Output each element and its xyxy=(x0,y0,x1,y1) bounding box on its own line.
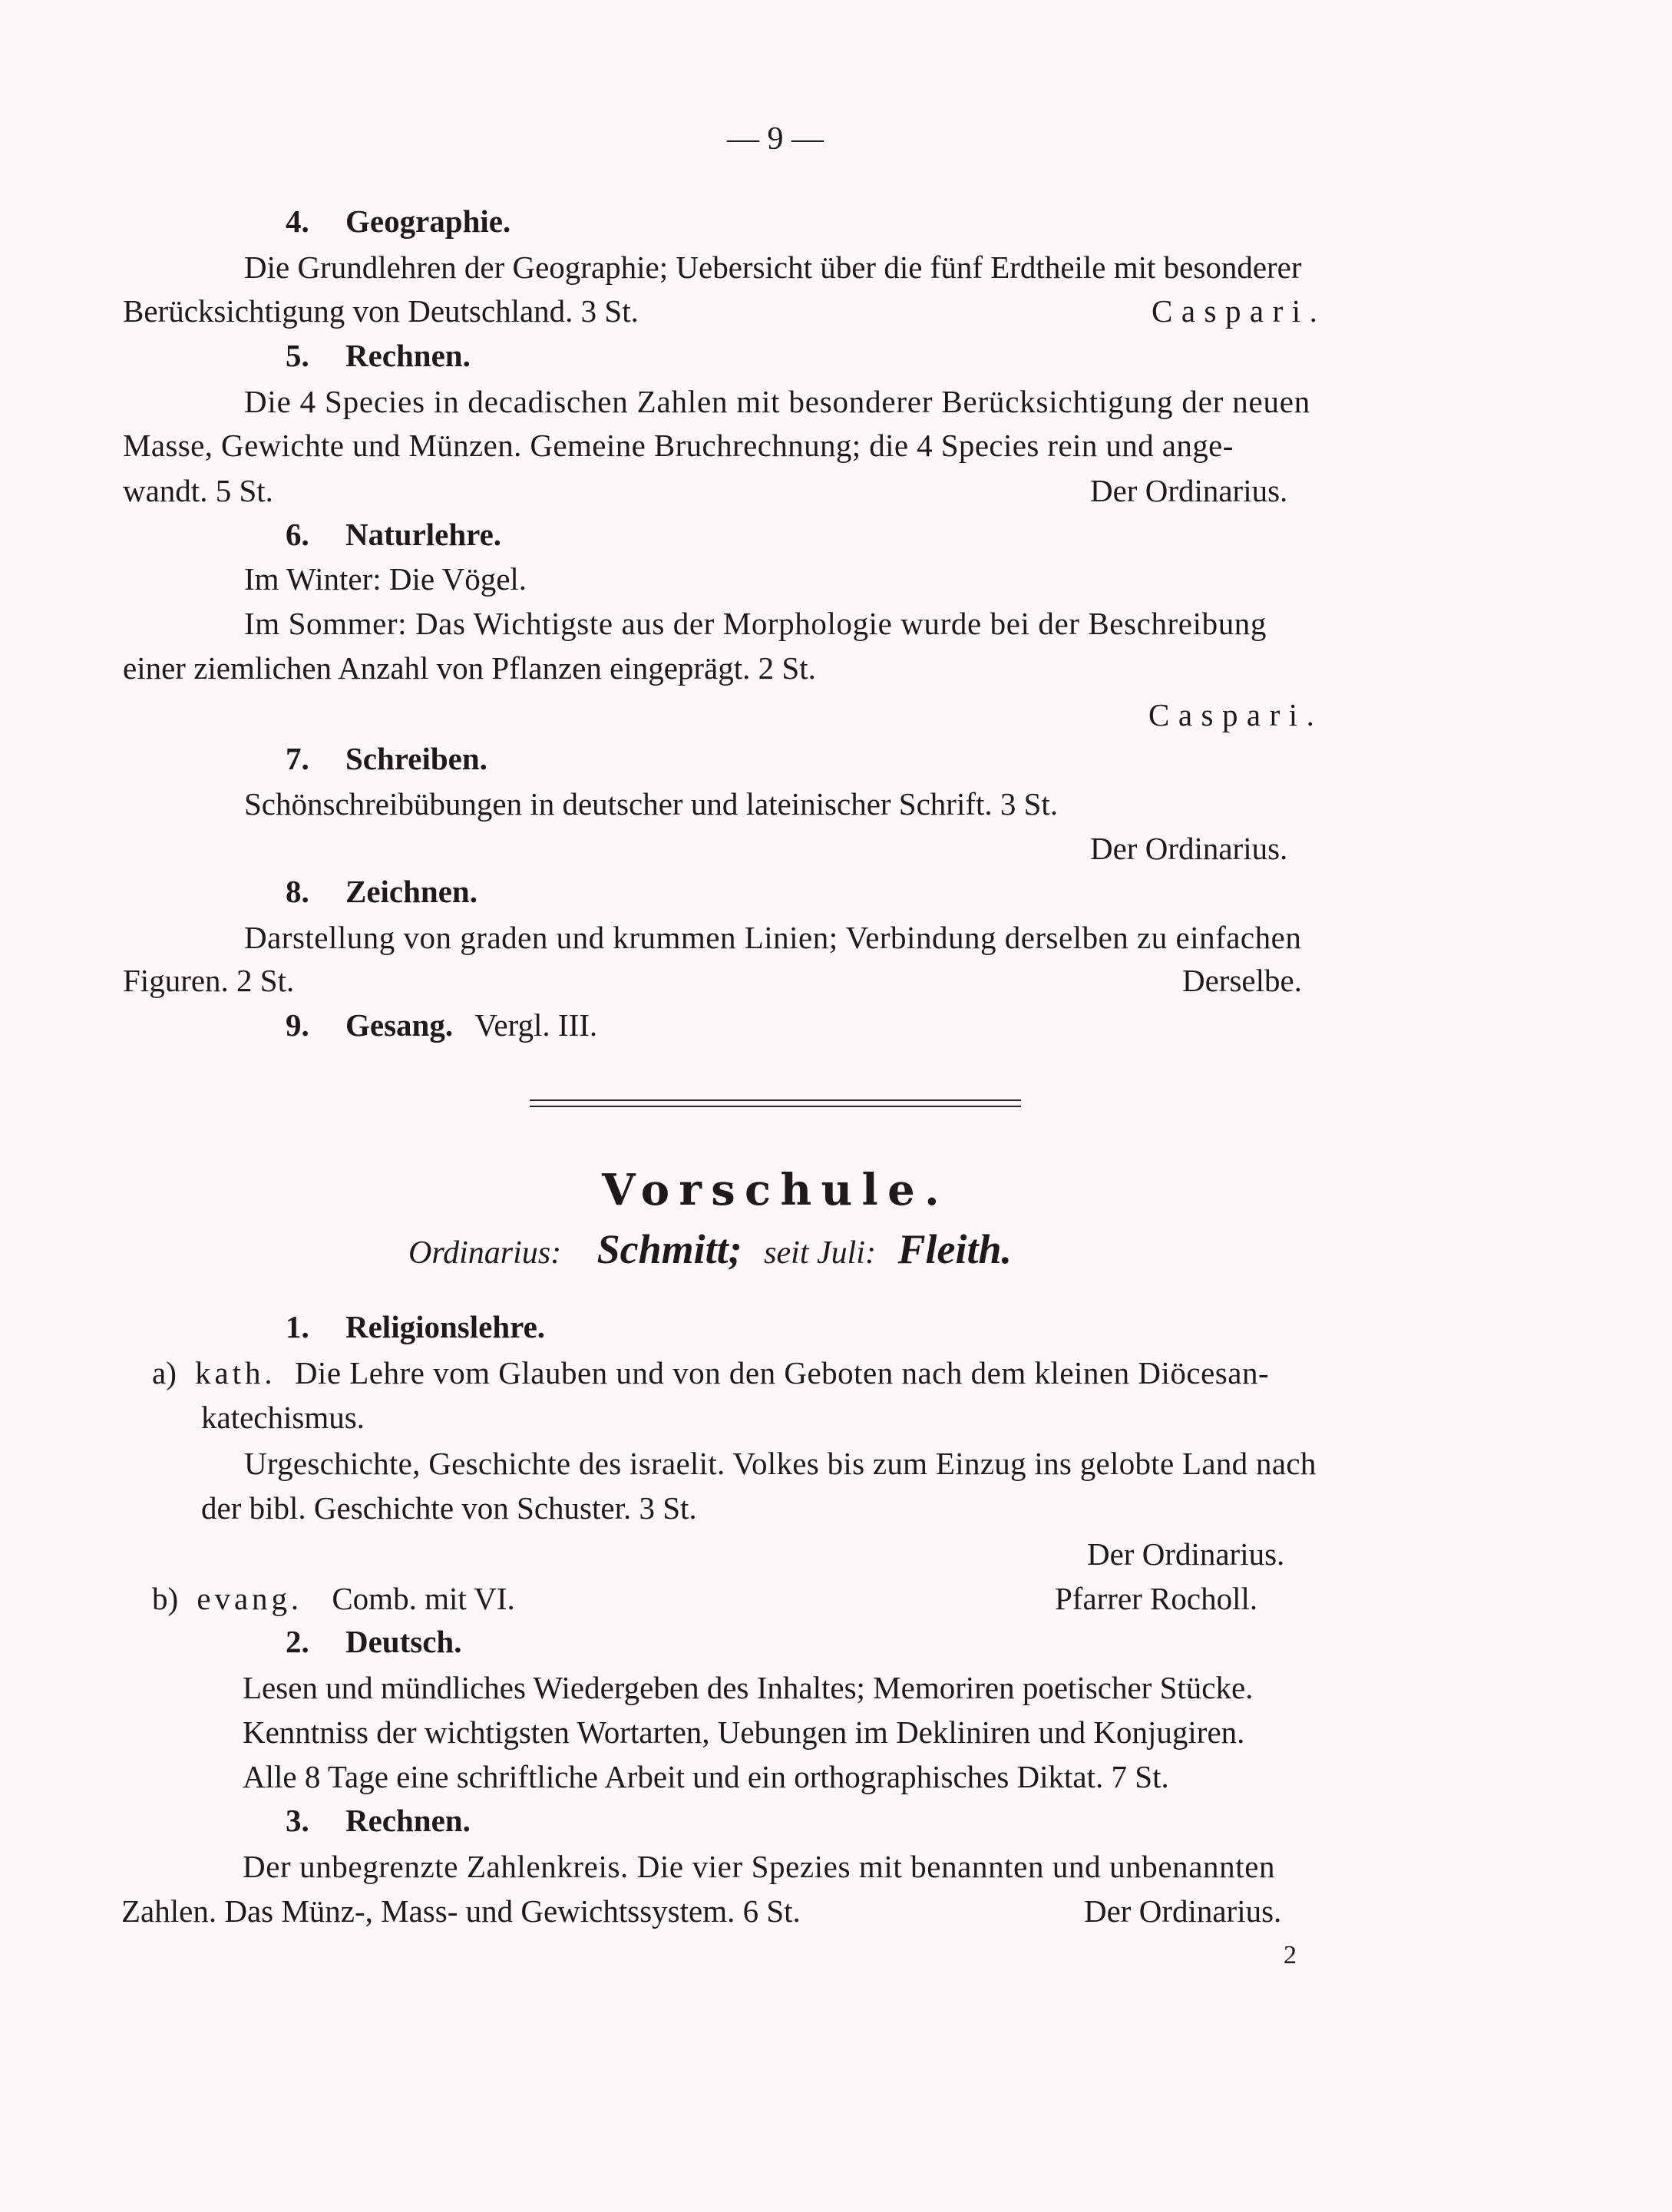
heading-number: 6. xyxy=(286,517,309,552)
text-line xyxy=(152,1583,515,1615)
heading-religionslehre xyxy=(286,1311,545,1343)
signature: Caspari. xyxy=(1148,697,1323,732)
signature-mark: 2 xyxy=(1284,1941,1297,1969)
text-line: katechismus. xyxy=(201,1400,365,1435)
ordinarius-name-2: Fleith. xyxy=(897,1226,1012,1272)
text-line: Im Winter: Die Vögel. xyxy=(244,561,527,597)
heading-geographie xyxy=(286,203,511,239)
heading-title: Zeichnen. xyxy=(345,874,477,909)
text-line: Kenntniss der wichtigsten Wortarten, Uebungen im Dekliniren und Konjugiren. xyxy=(243,1714,1245,1750)
heading-title: Geographie. xyxy=(345,203,511,239)
text-line: Im Sommer: Das Wichtigste aus der Morphologie wurde bei der Beschreibung xyxy=(244,606,1267,641)
heading-number: 8. xyxy=(286,874,309,909)
confession-label: evang. xyxy=(197,1581,303,1616)
signature: Der Ordinarius. xyxy=(1090,473,1288,508)
heading-title: Rechnen. xyxy=(345,1803,471,1838)
heading-number: 5. xyxy=(286,338,309,373)
text-line: Masse, Gewichte und Münzen. Gemeine Bruchrechnung; die 4 Species rein und ange- xyxy=(123,428,1234,463)
text-line: Schönschreibübungen in deutscher und lateinischer Schrift. 3 St. xyxy=(244,786,1059,822)
text-line: Darstellung von graden und krummen Linien; Verbindung derselben zu einfachen xyxy=(244,920,1302,955)
ordinarius-name: Schmitt; xyxy=(596,1226,742,1272)
item-text: Comb. mit VI. xyxy=(332,1581,515,1616)
heading-rechnen-vorschule xyxy=(286,1805,471,1837)
text-line: einer ziemlichen Anzahl von Pflanzen eingeprägt. 2 St. xyxy=(123,650,816,686)
signature: Der Ordinarius. xyxy=(1087,1536,1285,1572)
signature: Pfarrer Rocholl. xyxy=(1055,1581,1258,1616)
heading-number: 1. xyxy=(286,1309,309,1344)
heading-rest: Vergl. III. xyxy=(474,1007,598,1043)
heading-naturlehre xyxy=(286,519,501,551)
text-line: Urgeschichte, Geschichte des israelit. Volkes bis zum Einzug ins gelobte Land nach xyxy=(244,1446,1317,1481)
divider-rule xyxy=(530,1106,1021,1107)
heading-gesang xyxy=(286,1007,598,1043)
item-label: a) xyxy=(152,1355,177,1390)
heading-title: Religionslehre. xyxy=(345,1309,546,1344)
heading-number: 4. xyxy=(286,203,309,239)
text-line: Lesen und mündliches Wiedergeben des Inhaltes; Memoriren poetischer Stücke. xyxy=(243,1670,1254,1705)
heading-title: Rechnen. xyxy=(345,338,471,373)
heading-number: 3. xyxy=(286,1803,309,1838)
heading-zeichnen xyxy=(286,876,477,908)
ordinarius-label: Ordinarius: xyxy=(408,1235,562,1271)
signature: Derselbe. xyxy=(1182,963,1302,998)
text-line: Der unbegrenzte Zahlenkreis. Die vier Spezies mit benannten und unbenannten xyxy=(243,1849,1276,1884)
ordinarius-line xyxy=(408,1228,1012,1270)
page-number: — 9 — xyxy=(727,121,824,157)
text-line: Figuren. 2 St. xyxy=(123,963,295,998)
signature: Caspari. xyxy=(1152,293,1327,329)
signature: Der Ordinarius. xyxy=(1090,831,1288,866)
item-label: b) xyxy=(152,1581,179,1616)
text-line: wandt. 5 St. xyxy=(123,473,273,508)
heading-deutsch xyxy=(286,1626,461,1658)
heading-title: Naturlehre. xyxy=(345,517,502,552)
text-line: der bibl. Geschichte von Schuster. 3 St. xyxy=(201,1490,697,1526)
heading-number: 2. xyxy=(286,1624,309,1659)
heading-title: Deutsch. xyxy=(345,1624,462,1659)
text-line: Zahlen. Das Münz-, Mass- und Gewichtssystem. 6 St. xyxy=(121,1893,801,1929)
heading-number: 7. xyxy=(286,741,309,776)
divider-rule xyxy=(530,1099,1021,1101)
text-line: Die 4 Species in decadischen Zahlen mit besonderer Berücksichtigung der neuen xyxy=(244,384,1311,419)
signature: Der Ordinarius. xyxy=(1084,1893,1282,1929)
heading-rechnen xyxy=(286,340,471,372)
heading-title: Schreiben. xyxy=(345,741,487,776)
text-line: Alle 8 Tage eine schriftliche Arbeit und ein orthographisches Diktat. 7 St. xyxy=(243,1759,1169,1794)
heading-title: Gesang. xyxy=(345,1007,454,1043)
confession-label: kath. xyxy=(195,1355,276,1390)
ordinarius-since: seit Juli: xyxy=(764,1235,876,1271)
text-line xyxy=(152,1357,1269,1389)
heading-number: 9. xyxy=(286,1007,309,1043)
heading-schreiben xyxy=(286,743,487,775)
section-title: Vorschule. xyxy=(602,1165,949,1215)
text-line: Die Grundlehren der Geographie; Uebersicht über die fünf Erdtheile mit besonderer xyxy=(244,250,1302,285)
item-text: Die Lehre vom Glauben und von den Geboten nach dem kleinen Diöcesan- xyxy=(294,1355,1270,1390)
text-line: Berücksichtigung von Deutschland. 3 St. xyxy=(123,293,639,329)
